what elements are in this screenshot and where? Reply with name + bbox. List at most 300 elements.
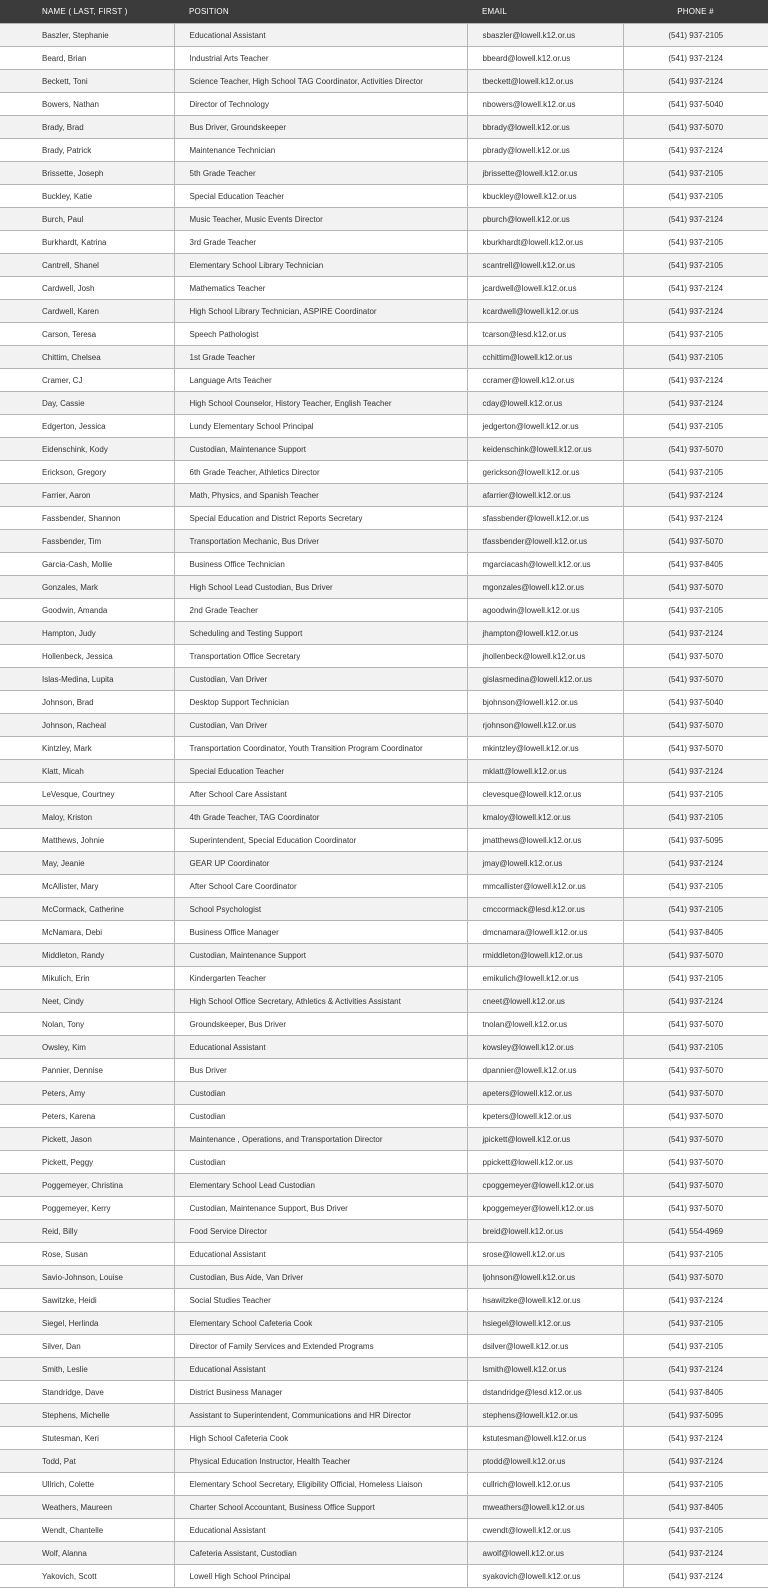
table-row	[0, 70, 768, 93]
email-cell[interactable]: jhampton@lowell.k12.or.us	[467, 622, 623, 645]
phone-cell: (541) 937-8405	[623, 921, 768, 944]
position-cell: District Business Manager	[174, 1381, 467, 1404]
name-cell: Johnson, Brad	[0, 691, 174, 714]
phone-cell: (541) 937-5070	[623, 530, 768, 553]
phone-cell: (541) 937-2105	[623, 461, 768, 484]
email-cell[interactable]: mkintzley@lowell.k12.or.us	[467, 737, 623, 760]
table-row	[0, 1450, 768, 1473]
position-cell: Mathematics Teacher	[174, 277, 467, 300]
phone-cell: (541) 937-5070	[623, 944, 768, 967]
position-cell: 1st Grade Teacher	[174, 346, 467, 369]
position-cell: Food Service Director	[174, 1220, 467, 1243]
position-cell: Director of Family Services and Extended Programs	[174, 1335, 467, 1358]
name-cell: Chittim, Chelsea	[0, 346, 174, 369]
position-cell: Science Teacher, High School TAG Coordinator, Activities Director	[174, 70, 467, 93]
position-cell: Groundskeeper, Bus Driver	[174, 1013, 467, 1036]
phone-cell: (541) 937-8405	[623, 1381, 768, 1404]
name-column-header: NAME ( LAST, FIRST )	[0, 0, 174, 24]
table-row	[0, 714, 768, 737]
position-cell: Maintenance Technician	[174, 139, 467, 162]
email-cell[interactable]: emikulich@lowell.k12.or.us	[467, 967, 623, 990]
phone-cell: (541) 937-2105	[623, 231, 768, 254]
phone-cell: (541) 937-5070	[623, 1105, 768, 1128]
name-cell: Burch, Paul	[0, 208, 174, 231]
email-cell[interactable]: bjohnson@lowell.k12.or.us	[467, 691, 623, 714]
name-cell: Siegel, Herlinda	[0, 1312, 174, 1335]
position-cell: Custodian	[174, 1082, 467, 1105]
phone-cell: (541) 937-2124	[623, 852, 768, 875]
table-row	[0, 1565, 768, 1588]
email-cell[interactable]: kcardwell@lowell.k12.or.us	[467, 300, 623, 323]
email-cell[interactable]: nbowers@lowell.k12.or.us	[467, 93, 623, 116]
table-row	[0, 162, 768, 185]
name-cell: May, Jeanie	[0, 852, 174, 875]
name-cell: Matthews, Johnie	[0, 829, 174, 852]
name-cell: Weathers, Maureen	[0, 1496, 174, 1519]
name-cell: Nolan, Tony	[0, 1013, 174, 1036]
email-cell[interactable]: mgarciacash@lowell.k12.or.us	[467, 553, 623, 576]
name-cell: Mikulich, Erin	[0, 967, 174, 990]
email-cell[interactable]: cday@lowell.k12.or.us	[467, 392, 623, 415]
email-cell[interactable]: cullrich@lowell.k12.or.us	[467, 1473, 623, 1496]
email-cell[interactable]: rjohnson@lowell.k12.or.us	[467, 714, 623, 737]
phone-cell: (541) 937-5070	[623, 1197, 768, 1220]
email-cell[interactable]: afarrier@lowell.k12.or.us	[467, 484, 623, 507]
table-row	[0, 507, 768, 530]
table-row	[0, 1013, 768, 1036]
position-cell: Director of Technology	[174, 93, 467, 116]
position-cell: Custodian, Van Driver	[174, 714, 467, 737]
email-cell[interactable]: cneet@lowell.k12.or.us	[467, 990, 623, 1013]
phone-cell: (541) 937-2124	[623, 208, 768, 231]
phone-cell: (541) 937-8405	[623, 553, 768, 576]
phone-cell: (541) 937-2105	[623, 1312, 768, 1335]
table-row	[0, 139, 768, 162]
email-cell[interactable]: dsilver@lowell.k12.or.us	[467, 1335, 623, 1358]
name-cell: Yakovich, Scott	[0, 1565, 174, 1588]
position-cell: Social Studies Teacher	[174, 1289, 467, 1312]
email-cell[interactable]: ccramer@lowell.k12.or.us	[467, 369, 623, 392]
email-cell[interactable]: gislasmedina@lowell.k12.or.us	[467, 668, 623, 691]
position-cell: Bus Driver, Groundskeeper	[174, 116, 467, 139]
table-row	[0, 1312, 768, 1335]
position-cell: Custodian, Maintenance Support	[174, 944, 467, 967]
name-cell: LeVesque, Courtney	[0, 783, 174, 806]
table-row	[0, 898, 768, 921]
table-row	[0, 1542, 768, 1565]
table-row	[0, 231, 768, 254]
table-row	[0, 1059, 768, 1082]
position-cell: Math, Physics, and Spanish Teacher	[174, 484, 467, 507]
phone-cell: (541) 937-5070	[623, 645, 768, 668]
name-cell: Sawitzke, Heidi	[0, 1289, 174, 1312]
position-cell: Physical Education Instructor, Health Teacher	[174, 1450, 467, 1473]
position-cell: After School Care Coordinator	[174, 875, 467, 898]
email-cell[interactable]: kmaloy@lowell.k12.or.us	[467, 806, 623, 829]
name-cell: Rose, Susan	[0, 1243, 174, 1266]
phone-cell: (541) 937-2105	[623, 254, 768, 277]
email-cell[interactable]: kowsley@lowell.k12.or.us	[467, 1036, 623, 1059]
email-cell[interactable]: kpeters@lowell.k12.or.us	[467, 1105, 623, 1128]
email-cell[interactable]: rmiddleton@lowell.k12.or.us	[467, 944, 623, 967]
email-cell[interactable]: ppickett@lowell.k12.or.us	[467, 1151, 623, 1174]
position-cell: High School Library Technician, ASPIRE Coordinator	[174, 300, 467, 323]
table-row	[0, 438, 768, 461]
phone-cell: (541) 937-5040	[623, 691, 768, 714]
position-cell: Custodian	[174, 1105, 467, 1128]
phone-cell: (541) 937-2105	[623, 415, 768, 438]
table-row	[0, 1082, 768, 1105]
table-row	[0, 737, 768, 760]
email-cell[interactable]: jedgerton@lowell.k12.or.us	[467, 415, 623, 438]
phone-cell: (541) 937-5070	[623, 1174, 768, 1197]
phone-cell: (541) 937-2124	[623, 277, 768, 300]
position-cell: Lowell High School Principal	[174, 1565, 467, 1588]
name-cell: Cardwell, Karen	[0, 300, 174, 323]
phone-cell: (541) 937-2105	[623, 1519, 768, 1542]
email-column-header: EMAIL	[467, 0, 623, 24]
phone-cell: (541) 554-4969	[623, 1220, 768, 1243]
table-row	[0, 1266, 768, 1289]
name-cell: McCormack, Catherine	[0, 898, 174, 921]
table-row	[0, 1381, 768, 1404]
position-cell: Transportation Mechanic, Bus Driver	[174, 530, 467, 553]
position-cell: Business Office Manager	[174, 921, 467, 944]
phone-cell: (541) 937-2105	[623, 1473, 768, 1496]
table-row	[0, 1289, 768, 1312]
email-cell[interactable]: dmcnamara@lowell.k12.or.us	[467, 921, 623, 944]
phone-cell: (541) 937-5070	[623, 714, 768, 737]
position-cell: Educational Assistant	[174, 1358, 467, 1381]
table-row	[0, 323, 768, 346]
table-row	[0, 645, 768, 668]
phone-cell: (541) 937-2124	[623, 1358, 768, 1381]
email-cell[interactable]: dstandridge@lesd.k12.or.us	[467, 1381, 623, 1404]
email-cell[interactable]: tcarson@lesd.k12.or.us	[467, 323, 623, 346]
position-cell: Kindergarten Teacher	[174, 967, 467, 990]
email-cell[interactable]: srose@lowell.k12.or.us	[467, 1243, 623, 1266]
position-cell: Speech Pathologist	[174, 323, 467, 346]
table-row	[0, 530, 768, 553]
email-cell[interactable]: cpoggemeyer@lowell.k12.or.us	[467, 1174, 623, 1197]
table-row	[0, 24, 768, 47]
email-cell[interactable]: kstutesman@lowell.k12.or.us	[467, 1427, 623, 1450]
email-cell[interactable]: jmatthews@lowell.k12.or.us	[467, 829, 623, 852]
phone-cell: (541) 937-2105	[623, 967, 768, 990]
table-row	[0, 576, 768, 599]
name-cell: Neet, Cindy	[0, 990, 174, 1013]
email-cell[interactable]: kbuckley@lowell.k12.or.us	[467, 185, 623, 208]
table-row	[0, 806, 768, 829]
name-cell: Goodwin, Amanda	[0, 599, 174, 622]
position-cell: Elementary School Cafeteria Cook	[174, 1312, 467, 1335]
phone-cell: (541) 937-5070	[623, 1128, 768, 1151]
table-row	[0, 668, 768, 691]
phone-cell: (541) 937-2124	[623, 369, 768, 392]
email-cell[interactable]: kpoggemeyer@lowell.k12.or.us	[467, 1197, 623, 1220]
position-cell: Elementary School Secretary, Eligibility Official, Homeless Liaison	[174, 1473, 467, 1496]
table-row	[0, 392, 768, 415]
name-cell: Burkhardt, Katrina	[0, 231, 174, 254]
phone-cell: (541) 937-2105	[623, 898, 768, 921]
name-cell: Stephens, Michelle	[0, 1404, 174, 1427]
name-cell: Todd, Pat	[0, 1450, 174, 1473]
phone-cell: (541) 937-2105	[623, 24, 768, 47]
name-cell: Pickett, Peggy	[0, 1151, 174, 1174]
email-cell[interactable]: pbrady@lowell.k12.or.us	[467, 139, 623, 162]
phone-cell: (541) 937-2124	[623, 507, 768, 530]
email-cell[interactable]: jpickett@lowell.k12.or.us	[467, 1128, 623, 1151]
phone-cell: (541) 937-5070	[623, 576, 768, 599]
phone-cell: (541) 937-2105	[623, 783, 768, 806]
name-cell: Pickett, Jason	[0, 1128, 174, 1151]
table-row	[0, 415, 768, 438]
table-row	[0, 760, 768, 783]
email-cell[interactable]: pburch@lowell.k12.or.us	[467, 208, 623, 231]
email-cell[interactable]: mklatt@lowell.k12.or.us	[467, 760, 623, 783]
table-row	[0, 829, 768, 852]
table-row	[0, 185, 768, 208]
position-cell: GEAR UP Coordinator	[174, 852, 467, 875]
name-cell: Carson, Teresa	[0, 323, 174, 346]
email-cell[interactable]: ptodd@lowell.k12.or.us	[467, 1450, 623, 1473]
table-row	[0, 875, 768, 898]
position-cell: Educational Assistant	[174, 1243, 467, 1266]
email-cell[interactable]: kburkhardt@lowell.k12.or.us	[467, 231, 623, 254]
email-cell[interactable]: hsawitzke@lowell.k12.or.us	[467, 1289, 623, 1312]
name-cell: Pannier, Dennise	[0, 1059, 174, 1082]
name-cell: Smith, Leslie	[0, 1358, 174, 1381]
table-row	[0, 1128, 768, 1151]
phone-cell: (541) 937-2105	[623, 875, 768, 898]
email-cell[interactable]: jbrissette@lowell.k12.or.us	[467, 162, 623, 185]
table-row	[0, 300, 768, 323]
name-cell: McNamara, Debi	[0, 921, 174, 944]
position-cell: 2nd Grade Teacher	[174, 599, 467, 622]
email-cell[interactable]: mweathers@lowell.k12.or.us	[467, 1496, 623, 1519]
name-cell: Fassbender, Tim	[0, 530, 174, 553]
phone-cell: (541) 937-5095	[623, 1404, 768, 1427]
table-row	[0, 1427, 768, 1450]
name-cell: Owsley, Kim	[0, 1036, 174, 1059]
phone-cell: (541) 937-5070	[623, 1151, 768, 1174]
email-cell[interactable]: jmay@lowell.k12.or.us	[467, 852, 623, 875]
position-cell: 3rd Grade Teacher	[174, 231, 467, 254]
email-cell[interactable]: lsmith@lowell.k12.or.us	[467, 1358, 623, 1381]
table-row	[0, 622, 768, 645]
phone-column-header: PHONE #	[623, 0, 768, 24]
table-row	[0, 369, 768, 392]
table-row	[0, 1496, 768, 1519]
email-cell[interactable]: cmccormack@lesd.k12.or.us	[467, 898, 623, 921]
position-column-header: POSITION	[174, 0, 467, 24]
position-cell: High School Counselor, History Teacher, English Teacher	[174, 392, 467, 415]
phone-cell: (541) 937-2105	[623, 1335, 768, 1358]
email-cell[interactable]: sfassbender@lowell.k12.or.us	[467, 507, 623, 530]
name-cell: Gonzales, Mark	[0, 576, 174, 599]
table-row	[0, 1151, 768, 1174]
table-row	[0, 553, 768, 576]
name-cell: Cramer, CJ	[0, 369, 174, 392]
position-cell: Custodian, Maintenance Support, Bus Driver	[174, 1197, 467, 1220]
position-cell: Educational Assistant	[174, 1036, 467, 1059]
phone-cell: (541) 937-2105	[623, 162, 768, 185]
phone-cell: (541) 937-5070	[623, 1082, 768, 1105]
position-cell: Educational Assistant	[174, 1519, 467, 1542]
name-cell: Middleton, Randy	[0, 944, 174, 967]
name-cell: Bowers, Nathan	[0, 93, 174, 116]
phone-cell: (541) 937-5070	[623, 737, 768, 760]
email-cell[interactable]: apeters@lowell.k12.or.us	[467, 1082, 623, 1105]
phone-cell: (541) 937-2124	[623, 1289, 768, 1312]
email-cell[interactable]: mgonzales@lowell.k12.or.us	[467, 576, 623, 599]
phone-cell: (541) 937-2124	[623, 484, 768, 507]
position-cell: 5th Grade Teacher	[174, 162, 467, 185]
position-cell: Special Education and District Reports Secretary	[174, 507, 467, 530]
email-cell[interactable]: keidenschink@lowell.k12.or.us	[467, 438, 623, 461]
phone-cell: (541) 937-5070	[623, 1013, 768, 1036]
position-cell: Transportation Office Secretary	[174, 645, 467, 668]
email-cell[interactable]: scantrell@lowell.k12.or.us	[467, 254, 623, 277]
phone-cell: (541) 937-2124	[623, 47, 768, 70]
email-cell[interactable]: dpannier@lowell.k12.or.us	[467, 1059, 623, 1082]
phone-cell: (541) 937-2124	[623, 1542, 768, 1565]
email-cell[interactable]: sbaszler@lowell.k12.or.us	[467, 24, 623, 47]
table-row	[0, 852, 768, 875]
name-cell: Savio-Johnson, Louise	[0, 1266, 174, 1289]
phone-cell: (541) 937-2124	[623, 1450, 768, 1473]
name-cell: Beckett, Toni	[0, 70, 174, 93]
email-cell[interactable]: bbrady@lowell.k12.or.us	[467, 116, 623, 139]
position-cell: Industrial Arts Teacher	[174, 47, 467, 70]
table-row	[0, 254, 768, 277]
name-cell: Stutesman, Keri	[0, 1427, 174, 1450]
email-cell[interactable]: ljohnson@lowell.k12.or.us	[467, 1266, 623, 1289]
table-row	[0, 277, 768, 300]
phone-cell: (541) 937-2105	[623, 1036, 768, 1059]
name-cell: Brady, Patrick	[0, 139, 174, 162]
name-cell: Day, Cassie	[0, 392, 174, 415]
name-cell: Farrier, Aaron	[0, 484, 174, 507]
phone-cell: (541) 937-2124	[623, 990, 768, 1013]
table-row	[0, 1243, 768, 1266]
email-cell[interactable]: tbeckett@lowell.k12.or.us	[467, 70, 623, 93]
position-cell: Transportation Coordinator, Youth Transition Program Coordinator	[174, 737, 467, 760]
phone-cell: (541) 937-2124	[623, 139, 768, 162]
name-cell: Silver, Dan	[0, 1335, 174, 1358]
position-cell: Lundy Elementary School Principal	[174, 415, 467, 438]
phone-cell: (541) 937-5095	[623, 829, 768, 852]
email-cell[interactable]: awolf@lowell.k12.or.us	[467, 1542, 623, 1565]
name-cell: Poggemeyer, Christina	[0, 1174, 174, 1197]
name-cell: Wendt, Chantelle	[0, 1519, 174, 1542]
email-cell[interactable]: jhollenbeck@lowell.k12.or.us	[467, 645, 623, 668]
name-cell: Wolf, Alanna	[0, 1542, 174, 1565]
table-row	[0, 208, 768, 231]
name-cell: McAllister, Mary	[0, 875, 174, 898]
table-row	[0, 990, 768, 1013]
email-cell[interactable]: gerickson@lowell.k12.or.us	[467, 461, 623, 484]
position-cell: Special Education Teacher	[174, 760, 467, 783]
table-row	[0, 93, 768, 116]
name-cell: Beard, Brian	[0, 47, 174, 70]
table-row	[0, 691, 768, 714]
name-cell: Buckley, Katie	[0, 185, 174, 208]
name-cell: Eidenschink, Kody	[0, 438, 174, 461]
table-row	[0, 116, 768, 139]
email-cell[interactable]: tfassbender@lowell.k12.or.us	[467, 530, 623, 553]
position-cell: High School Office Secretary, Athletics & Activities Assistant	[174, 990, 467, 1013]
position-cell: Elementary School Lead Custodian	[174, 1174, 467, 1197]
position-cell: Maintenance , Operations, and Transportation Director	[174, 1128, 467, 1151]
email-cell[interactable]: breid@lowell.k12.or.us	[467, 1220, 623, 1243]
name-cell: Poggemeyer, Kerry	[0, 1197, 174, 1220]
name-cell: Brady, Brad	[0, 116, 174, 139]
table-row	[0, 1473, 768, 1496]
position-cell: Music Teacher, Music Events Director	[174, 208, 467, 231]
table-row	[0, 1220, 768, 1243]
phone-cell: (541) 937-8405	[623, 1496, 768, 1519]
header-row	[0, 0, 768, 24]
name-cell: Garcia-Cash, Mollie	[0, 553, 174, 576]
phone-cell: (541) 937-2124	[623, 70, 768, 93]
position-cell: Custodian	[174, 1151, 467, 1174]
position-cell: Custodian, Maintenance Support	[174, 438, 467, 461]
position-cell: After School Care Assistant	[174, 783, 467, 806]
position-cell: 4th Grade Teacher, TAG Coordinator	[174, 806, 467, 829]
table-row	[0, 1105, 768, 1128]
position-cell: Desktop Support Technician	[174, 691, 467, 714]
phone-cell: (541) 937-2124	[623, 300, 768, 323]
name-cell: Brissette, Joseph	[0, 162, 174, 185]
table-row	[0, 47, 768, 70]
position-cell: Superintendent, Special Education Coordinator	[174, 829, 467, 852]
position-cell: Business Office Technician	[174, 553, 467, 576]
table-row	[0, 967, 768, 990]
position-cell: Assistant to Superintendent, Communications and HR Director	[174, 1404, 467, 1427]
email-cell[interactable]: cwendt@lowell.k12.or.us	[467, 1519, 623, 1542]
name-cell: Islas-Medina, Lupita	[0, 668, 174, 691]
email-cell[interactable]: bbeard@lowell.k12.or.us	[467, 47, 623, 70]
email-cell[interactable]: agoodwin@lowell.k12.or.us	[467, 599, 623, 622]
name-cell: Hampton, Judy	[0, 622, 174, 645]
email-cell[interactable]: hsiegel@lowell.k12.or.us	[467, 1312, 623, 1335]
position-cell: High School Cafeteria Cook	[174, 1427, 467, 1450]
email-cell[interactable]: syakovich@lowell.k12.or.us	[467, 1565, 623, 1588]
position-cell: Scheduling and Testing Support	[174, 622, 467, 645]
email-cell[interactable]: cchittim@lowell.k12.or.us	[467, 346, 623, 369]
table-row	[0, 944, 768, 967]
table-row	[0, 346, 768, 369]
email-cell[interactable]: clevesque@lowell.k12.or.us	[467, 783, 623, 806]
position-cell: Bus Driver	[174, 1059, 467, 1082]
name-cell: Cardwell, Josh	[0, 277, 174, 300]
position-cell: Custodian, Bus Aide, Van Driver	[174, 1266, 467, 1289]
position-cell: Cafeteria Assistant, Custodian	[174, 1542, 467, 1565]
email-cell[interactable]: mmcallister@lowell.k12.or.us	[467, 875, 623, 898]
phone-cell: (541) 937-2105	[623, 599, 768, 622]
email-cell[interactable]: jcardwell@lowell.k12.or.us	[467, 277, 623, 300]
phone-cell: (541) 937-2124	[623, 622, 768, 645]
table-row	[0, 1174, 768, 1197]
email-cell[interactable]: stephens@lowell.k12.or.us	[467, 1404, 623, 1427]
table-row	[0, 599, 768, 622]
phone-cell: (541) 937-2105	[623, 1243, 768, 1266]
email-cell[interactable]: tnolan@lowell.k12.or.us	[467, 1013, 623, 1036]
position-cell: School Psychologist	[174, 898, 467, 921]
name-cell: Cantrell, Shanel	[0, 254, 174, 277]
table-row	[0, 461, 768, 484]
